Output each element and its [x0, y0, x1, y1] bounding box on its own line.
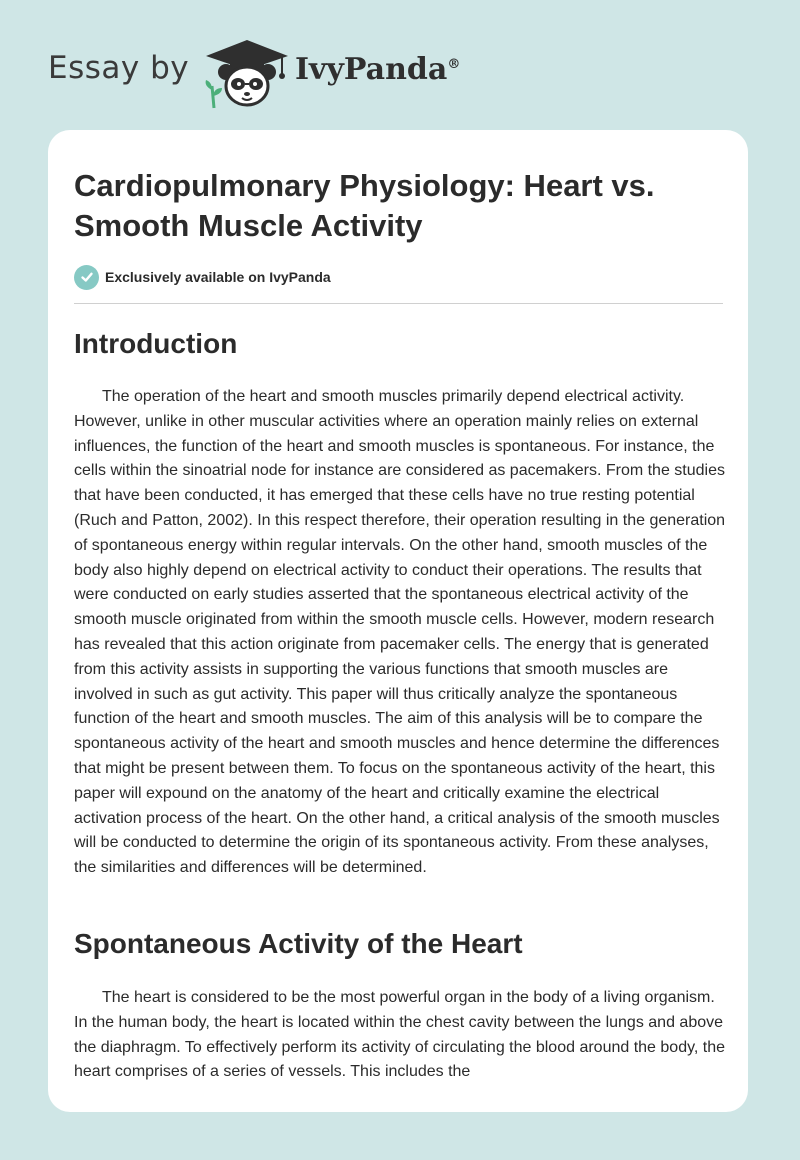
brand-name-text: IvyPanda [295, 52, 448, 87]
section-heading-spontaneous-activity: Spontaneous Activity of the Heart [74, 928, 523, 959]
divider [74, 303, 723, 304]
panda-graduation-cap-icon[interactable] [202, 34, 292, 110]
page-title: Cardiopulmonary Physiology: Heart vs. Smooth Muscle Activity [74, 168, 655, 243]
essay-card [48, 130, 748, 1112]
section-paragraph-introduction: The operation of the heart and smooth muscles primarily depend electrical activity. However, unlike in other muscular activities where an operation mainly relies on external influences, the function of the heart and smooth muscles is spontaneous. For instance, the cells within the sinoatrial node for instance are considered as pacemakers. From the studies that have been conducted, it has emerged that these cells have no true resting potential (Ruch and Patton, 2002). In this respect therefore, their operation resulting in the generation of spontaneous energy within regular intervals. On the other hand, smooth muscles of the body also highly depend on electrical activity to conduct their operations. The results that were conducted on early studies asserted that the spontaneous electrical activity of the smooth muscle originated from within the smooth muscle cells. However, modern research has revealed that this action originate from pacemaker cells. The energy that is generated from this activity assists in supporting the various functions that smooth muscles are involved in such as gut activity. This paper will thus critically analyze the spontaneous function of the heart and smooth muscles. The aim of this analysis will be to compare the spontaneous activity of the heart and smooth muscles and hence determine the differences that might be present between them. To focus on the spontaneous activity of the heart, this paper will expound on the anatomy of the heart and critically examine the electrical activation process of the heart. On the other hand, a critical analysis of the smooth muscles will be conducted to determine the origin of its spontaneous activity. From these analyses, the similarities and differences will be determined. [74, 388, 726, 877]
exclusive-badge-text: Exclusively available on IvyPanda [105, 269, 331, 285]
essay-by-label: Essay by [48, 50, 190, 86]
site-header [0, 0, 800, 130]
brand-name[interactable] [295, 52, 460, 87]
registered-mark: ® [447, 57, 461, 72]
section-paragraph-spontaneous-activity: The heart is considered to be the most powerful organ in the body of a living organism. In the human body, the heart is located within the chest cavity between the lungs and above the diaphragm. To effectively perform its activity of circulating the blood around the body, the heart comprises of a series of vessels. This includes the [74, 989, 726, 1081]
check-circle-icon [74, 265, 99, 290]
section-heading-introduction: Introduction [74, 328, 238, 359]
exclusive-badge [74, 264, 331, 290]
